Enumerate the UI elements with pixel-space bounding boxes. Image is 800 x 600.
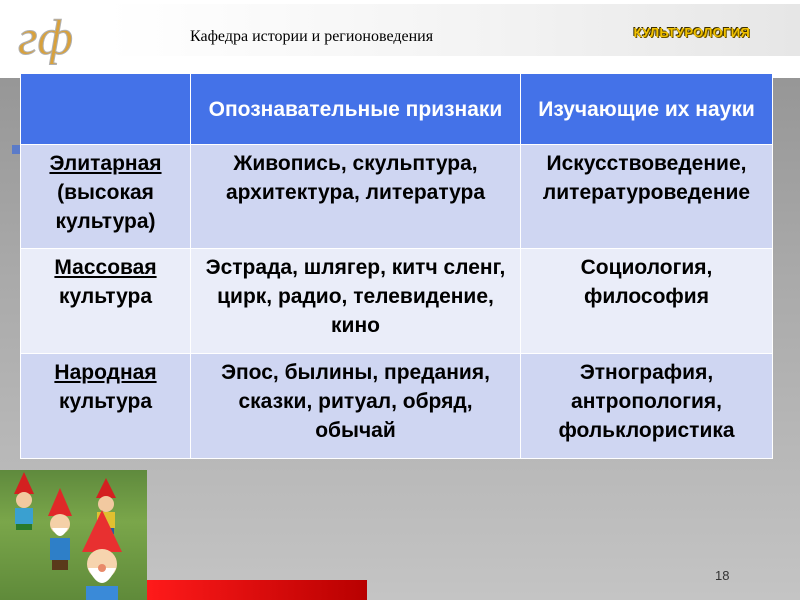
culture-type-cell [21,249,191,353]
slide-header [0,0,800,78]
sciences-cell: Искусствоведение, литературоведение [521,145,773,249]
culture-type-rest: культура [58,285,153,309]
gnome-figure [82,510,122,600]
gnome-figure [48,488,72,570]
table-row [21,353,773,458]
header-cell-sciences: Изучающие их науки [521,74,773,145]
gnome-figure [14,472,34,530]
culture-type-name: Народная [54,360,157,384]
table-row [21,249,773,353]
course-label: КУЛЬТУРОЛОГИЯ [633,25,750,40]
culture-type-name: Массовая [54,256,157,280]
table-header-row [21,74,773,145]
sciences-cell: Этнография, антропология, фольклористика [521,353,773,458]
department-logo [16,8,88,68]
logo-lettering: гф [18,9,74,65]
slide-number: 18 [715,568,730,583]
culture-type-rest: (высокая культура) [55,181,156,234]
table-row [21,145,773,249]
culture-types-table [20,73,773,459]
culture-type-cell [21,145,191,249]
header-cell-empty [21,74,191,145]
features-cell: Живопись, скульптура, архитектура, литература [191,145,521,249]
culture-type-rest: культура [58,389,153,413]
culture-type-cell [21,353,191,458]
features-cell: Эпос, былины, предания, сказки, ритуал, обряд, обычай [191,353,521,458]
sciences-cell: Социология, философия [521,249,773,353]
culture-type-name: Элитарная [49,152,162,176]
header-cell-features: Опознавательные признаки [191,74,521,145]
accent-bar [147,580,367,600]
garden-gnomes-image [0,470,147,600]
department-title: Кафедра истории и регионоведения [190,28,434,45]
gnomes-illustration [0,470,147,600]
features-cell: Эстрада, шлягер, китч сленг, цирк, радио, телевидение, кино [191,249,521,353]
